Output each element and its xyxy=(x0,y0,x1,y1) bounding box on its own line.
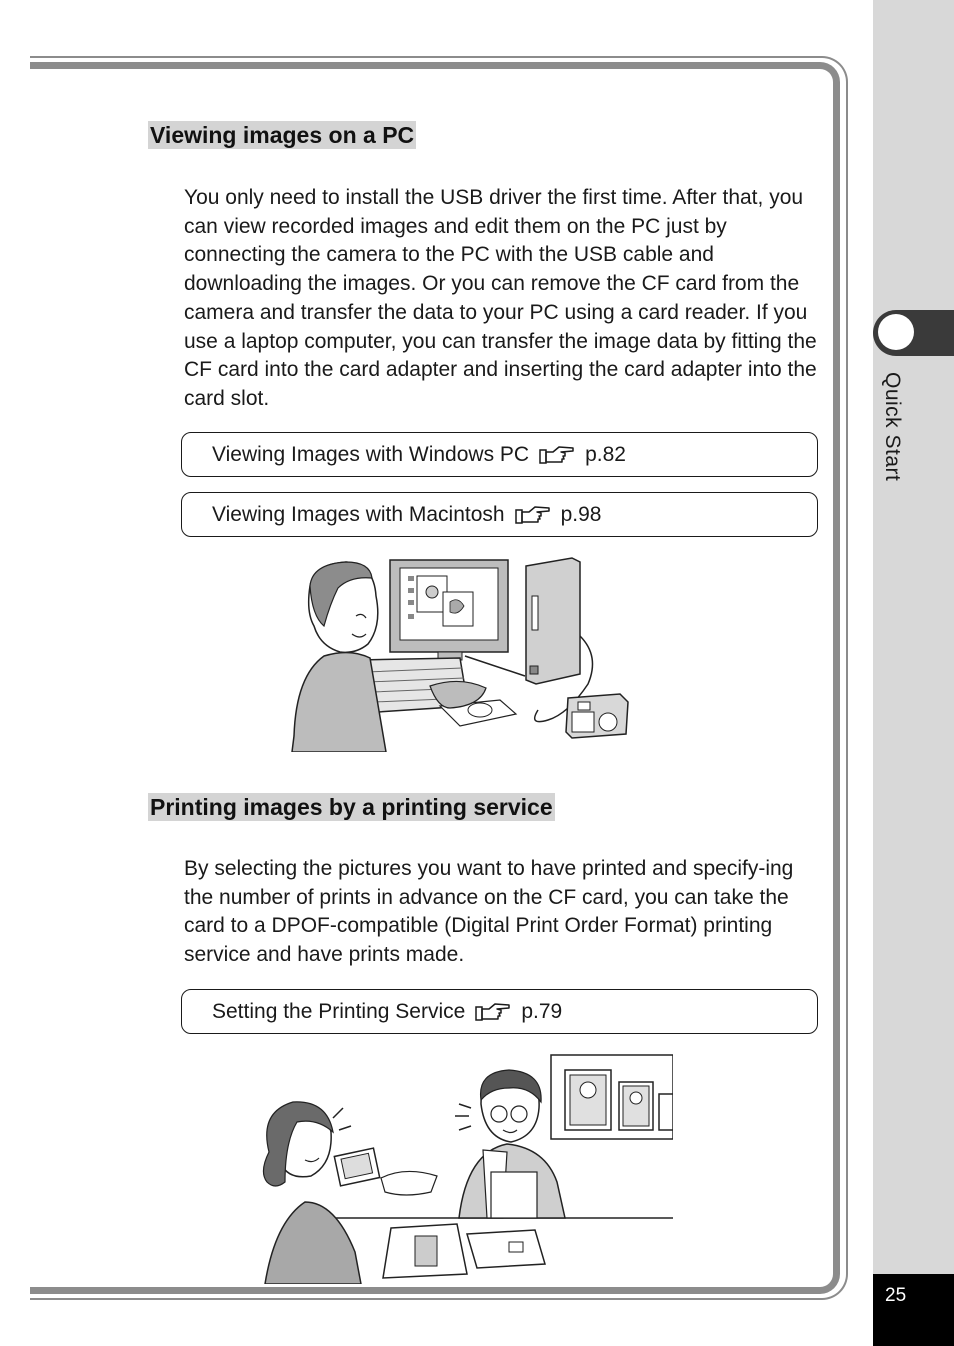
reference-page: p.79 xyxy=(521,999,563,1023)
section-heading-viewing: Viewing images on a PC xyxy=(150,122,415,148)
pointing-hand-icon xyxy=(539,444,575,466)
reference-box-macintosh[interactable] xyxy=(181,492,818,537)
sidebar-label: Quick Start xyxy=(881,372,904,482)
section-tab-circle xyxy=(878,314,914,350)
reference-label: Viewing Images with Macintosh xyxy=(212,502,505,526)
reference-page: p.98 xyxy=(560,502,602,526)
pc-user-illustration xyxy=(290,556,635,752)
reference-page: p.82 xyxy=(585,442,626,466)
reference-box-printing-service[interactable] xyxy=(181,989,818,1034)
pointing-hand-icon xyxy=(475,1001,511,1023)
pointing-hand-icon xyxy=(515,504,551,526)
section-heading-printing: Printing images by a printing service xyxy=(150,794,553,820)
reference-box-windows[interactable] xyxy=(181,432,818,477)
section-body-printing: By selecting the pictures you want to have printed and specify-ing the number of prints in advance on the CF card, you can take the card to a DPOF-compatible (Digital Print Order Format) printing service and have prints made. xyxy=(184,857,794,967)
sidebar xyxy=(873,0,954,1346)
page-number: 25 xyxy=(885,1285,907,1306)
printing-service-illustration xyxy=(245,1052,673,1284)
reference-label: Setting the Printing Service xyxy=(212,999,466,1023)
section-body-viewing: You only need to install the USB driver the first time. After that, you can view recorded images and edit them on the PC just by connecting the camera to the PC with the USB cable and downloading the images. Or you can remove the CF card from the camera and transfer the data to your PC using a card reader. If you use a laptop computer, you can transfer the image data by fitting the CF card into the card adapter and inserting the card adapter into the card slot. xyxy=(184,186,817,410)
reference-label: Viewing Images with Windows PC xyxy=(212,442,530,466)
